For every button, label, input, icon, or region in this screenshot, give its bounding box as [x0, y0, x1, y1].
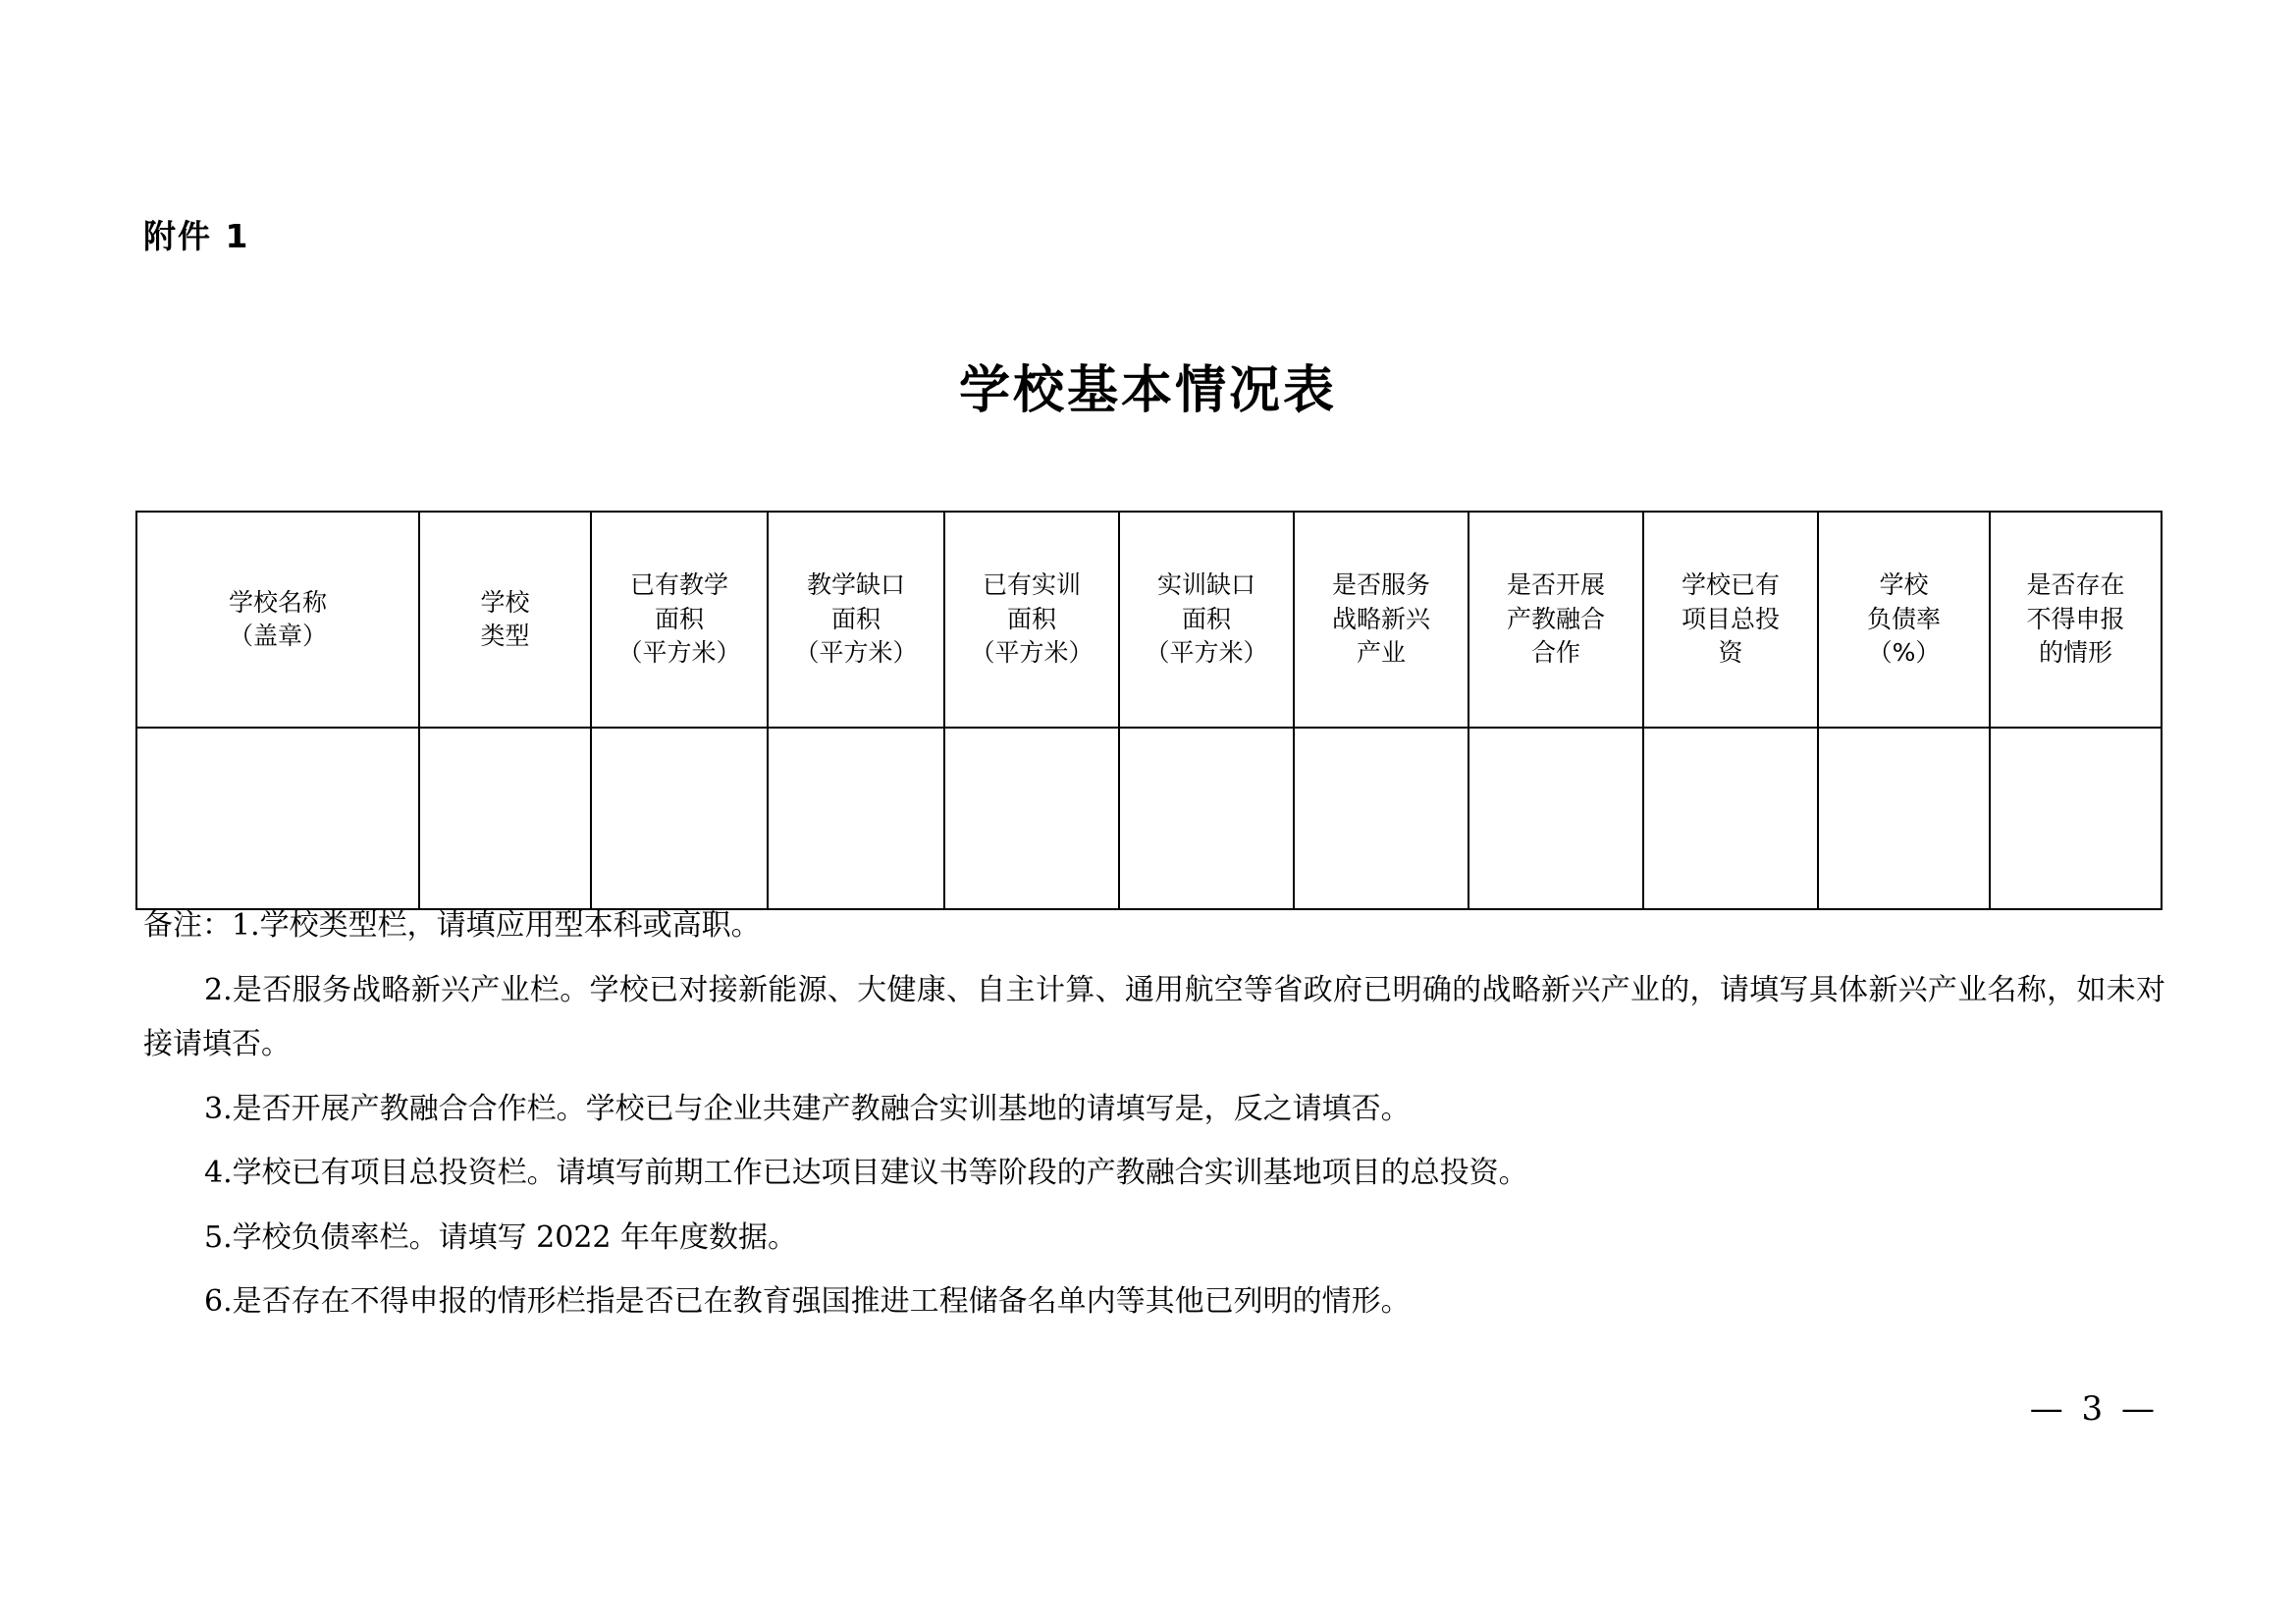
table-header-cell-existing-project-investment [1643, 512, 1818, 728]
table-cell-existing-project-investment[interactable] [1643, 728, 1818, 909]
header-line: 产业 [1356, 638, 1406, 668]
table-header-cell-industry-education-cooperation [1468, 512, 1643, 728]
table-header-cell-existing-teaching-area [591, 512, 768, 728]
header-line: 学校已有 [1681, 570, 1780, 600]
table-header-cell-school-name [136, 512, 419, 728]
table-header-cell-debt-ratio [1818, 512, 1990, 728]
header-line: 面积 [654, 604, 704, 633]
table-cell-industry-education-cooperation[interactable] [1468, 728, 1643, 909]
header-line: 学校 [480, 587, 530, 617]
table-cell-teaching-gap-area[interactable] [768, 728, 944, 909]
header-line: 是否服务 [1331, 570, 1430, 600]
table-header-row [136, 512, 2162, 728]
table-cell-disqualifying-situation[interactable] [1990, 728, 2162, 909]
table-header-cell-disqualifying-situation [1990, 512, 2162, 728]
page-title: 学校基本情况表 [958, 360, 1337, 420]
school-basic-info-table-wrapper [135, 511, 2161, 910]
header-line: 项目总投 [1681, 604, 1780, 633]
header-line: 面积 [1006, 604, 1056, 633]
note-item: 5.学校负债率栏。请填写 2022 年年度数据。 [204, 1219, 798, 1255]
header-line: （平方米） [617, 638, 741, 668]
note-item: 备注：1.学校类型栏，请填应用型本科或高职。 [143, 908, 761, 943]
table-header-cell-school-type [419, 512, 591, 728]
header-line: 学校名称 [228, 587, 327, 617]
header-line: （平方米） [970, 638, 1094, 668]
header-line: 是否开展 [1506, 570, 1605, 600]
header-line: 战略新兴 [1331, 604, 1430, 633]
school-basic-info-table [135, 511, 2163, 910]
header-line: （平方米） [1145, 638, 1268, 668]
header-line: 不得申报 [2026, 604, 2125, 633]
table-header-cell-existing-training-area [944, 512, 1119, 728]
table-cell-school-name[interactable] [136, 728, 419, 909]
header-line: 面积 [1181, 604, 1231, 633]
note-item: 4.学校已有项目总投资栏。请填写前期工作已达项目建议书等阶段的产教融合实训基地项目的总投资。 [204, 1156, 1528, 1190]
header-line: 资 [1718, 638, 1743, 668]
header-line: 类型 [480, 622, 530, 650]
table-header-cell-training-gap-area [1119, 512, 1294, 728]
header-line: 产教融合 [1506, 604, 1605, 633]
table-row [136, 728, 2162, 909]
header-line: （盖章） [228, 622, 327, 650]
header-line: （平方米） [794, 638, 918, 668]
header-line: 的情形 [2038, 638, 2112, 668]
table-cell-serves-strategic-industry[interactable] [1294, 728, 1468, 909]
note-item: 3.是否开展产教融合合作栏。学校已与企业共建产教融合实训基地的请填写是，反之请填否。 [204, 1091, 1411, 1126]
attachment-label: 附件 1 [143, 217, 250, 255]
header-line: 教学缺口 [806, 570, 905, 600]
page-number: — 3 — [2029, 1389, 2159, 1429]
table-header-cell-serves-strategic-industry [1294, 512, 1468, 728]
table-cell-training-gap-area[interactable] [1119, 728, 1294, 909]
table-cell-existing-training-area[interactable] [944, 728, 1119, 909]
header-line: 是否存在 [2026, 570, 2125, 600]
note-item: 6.是否存在不得申报的情形栏指是否已在教育强国推进工程储备名单内等其他已列明的情形。 [204, 1284, 1411, 1319]
header-line: （%） [1867, 638, 1941, 668]
table-cell-existing-teaching-area[interactable] [591, 728, 768, 909]
notes-section [143, 898, 2165, 1339]
header-line: 已有实训 [982, 570, 1081, 600]
header-line: 面积 [830, 604, 881, 633]
header-line: 已有教学 [629, 570, 728, 600]
header-line: 实训缺口 [1156, 570, 1255, 600]
note-item: 2.是否服务战略新兴产业栏。学校已对接新能源、大健康、自主计算、通用航空等省政府已明确的战略新兴产业的，请填写具体新兴产业名称，如未对接请填否。 [143, 972, 2165, 1061]
header-line: 合作 [1530, 638, 1580, 668]
table-header-cell-teaching-gap-area [768, 512, 944, 728]
header-line: 学校 [1879, 570, 1929, 600]
table-cell-school-type[interactable] [419, 728, 591, 909]
table-cell-debt-ratio[interactable] [1818, 728, 1990, 909]
header-line: 负债率 [1866, 604, 1941, 633]
